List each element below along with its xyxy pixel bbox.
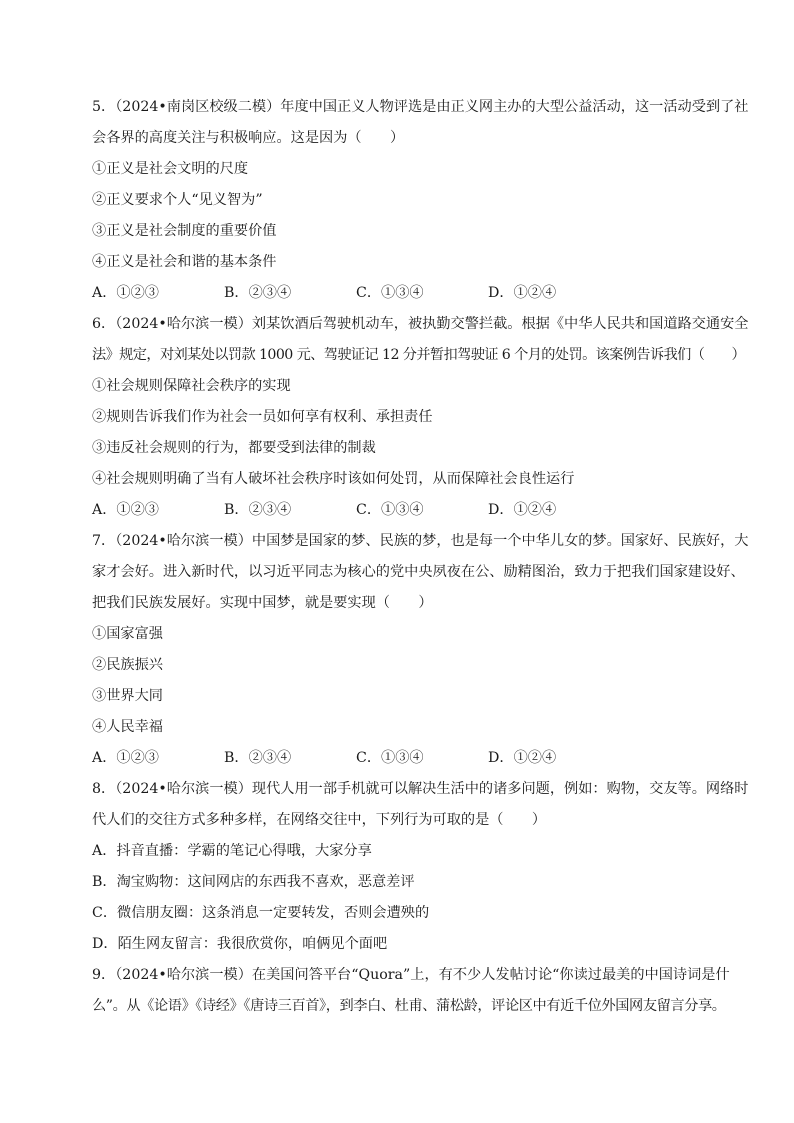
statement-item: ③正义是社会制度的重要价值 <box>92 223 277 239</box>
stem-line: 8．（2024•哈尔滨一模）现代人用一部手机就可以解决生活中的诸多问题，例如：购物，交友等。网络时 <box>92 781 749 797</box>
statement-item: ④人民幸福 <box>92 719 163 735</box>
question-stem <box>92 97 749 149</box>
question-stem <box>92 531 749 614</box>
stem-line: 法》规定，对刘某处以罚款 1000 元、驾驶证记 12 分并暂扣驾驶证 6 个月的处罚。该案例告诉我们（ ） <box>92 347 746 363</box>
statement-item: ③违反社会规则的行为，都要受到法律的制裁 <box>92 440 376 456</box>
option-d: D．陌生网友留言：我很欣赏你，咱俩见个面吧 <box>92 936 388 952</box>
stem-line: 7．（2024•哈尔滨一模）中国梦是国家的梦、民族的梦，也是每一个中华儿女的梦。国家好、民族好，大 <box>92 533 749 549</box>
stem-line: 6．（2024•哈尔滨一模）刘某饮酒后驾驶机动车，被执勤交警拦截。根据《中华人民共和国道路交通安全 <box>92 316 749 332</box>
choice-d: D．①②④ <box>488 750 557 766</box>
question-stem <box>92 965 732 1017</box>
question-stem <box>92 779 749 831</box>
statement-item: ①正义是社会文明的尺度 <box>92 161 249 177</box>
choice-c: C．①③④ <box>356 750 424 766</box>
answer-choices <box>92 283 732 304</box>
stem-line: 把我们民族发展好。实现中国梦，就是要实现（ ） <box>92 595 433 611</box>
choice-d: D．①②④ <box>488 502 557 518</box>
stem-line: 会各界的高度关注与积极响应。这是因为（ ） <box>92 130 405 146</box>
choice-b: B．②③④ <box>224 750 292 766</box>
choice-b: B．②③④ <box>224 502 292 518</box>
question-8 <box>92 779 749 955</box>
question-9 <box>92 965 732 1017</box>
stem-line: 5．（2024•南岗区校级二模）年度中国正义人物评选是由正义网主办的大型公益活动，这一活动受到了社 <box>92 99 749 115</box>
stem-line: 代人们的交往方式多种多样，在网络交往中，下列行为可取的是（ ） <box>92 812 547 828</box>
question-5 <box>92 97 749 304</box>
choice-b: B．②③④ <box>224 285 292 301</box>
statement-item: ②正义要求个人“见义智为” <box>92 192 263 208</box>
stem-line: 家才会好。进入新时代，以习近平同志为核心的党中央夙夜在公、励精图治，致力于把我们国家建设好、 <box>92 564 745 580</box>
choice-c: C．①③④ <box>356 285 424 301</box>
answer-choices <box>92 500 732 521</box>
option-c: C．微信朋友圈：这条消息一定要转发，否则会遭殃的 <box>92 905 430 921</box>
question-6 <box>92 314 749 521</box>
choice-a: A．①②③ <box>92 502 159 518</box>
stem-line: 么”。从《论语》《诗经》《唐诗三百首》，到李白、杜甫、蒲松龄，评论区中有近千位外国网友留言分享。 <box>92 998 726 1014</box>
answer-choices <box>92 748 732 769</box>
option-b: B．淘宝购物：这间网店的东西我不喜欢，恶意差评 <box>92 874 415 890</box>
choice-c: C．①③④ <box>356 502 424 518</box>
option-a: A．抖音直播：学霸的笔记心得哦，大家分享 <box>92 843 372 859</box>
statement-item: ④正义是社会和谐的基本条件 <box>92 254 277 270</box>
statement-item: ④社会规则明确了当有人破坏社会秩序时该如何处罚，从而保障社会良性运行 <box>92 471 575 487</box>
choice-d: D．①②④ <box>488 285 557 301</box>
choice-a: A．①②③ <box>92 285 159 301</box>
choice-a: A．①②③ <box>92 750 159 766</box>
document-page <box>92 97 749 1027</box>
statement-item: ①国家富强 <box>92 626 163 642</box>
stem-line: 9．（2024•哈尔滨一模）在美国问答平台“Quora”上，有不少人发帖讨论“你读过最美的中国诗词是什 <box>92 967 730 983</box>
statement-item: ②民族振兴 <box>92 657 163 673</box>
statement-item: ①社会规则保障社会秩序的实现 <box>92 378 291 394</box>
question-7 <box>92 531 749 769</box>
statement-item: ②规则告诉我们作为社会一员如何享有权利、承担责任 <box>92 409 433 425</box>
question-stem <box>92 314 749 366</box>
statement-item: ③世界大同 <box>92 688 163 704</box>
